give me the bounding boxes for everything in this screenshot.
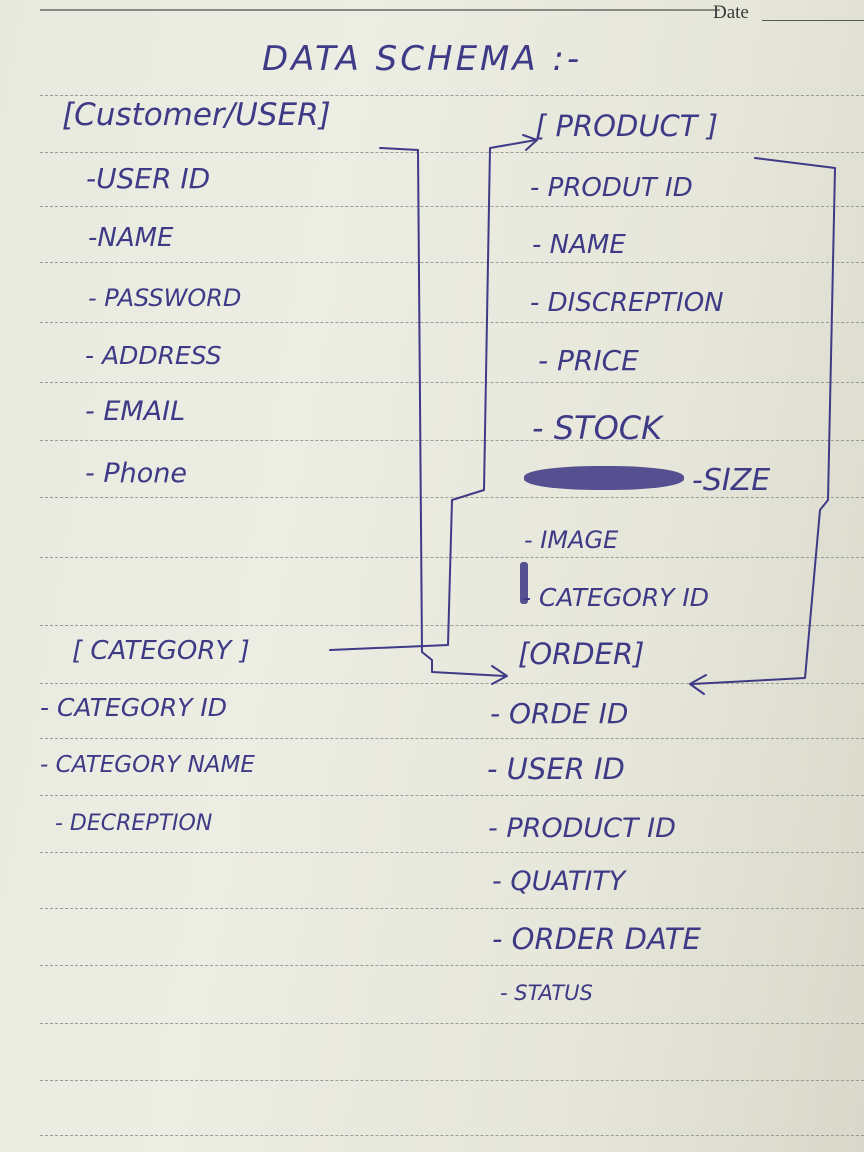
ruled-line [40,852,864,853]
ruled-line [40,262,864,263]
field-customer-address: - ADDRESS [85,341,222,370]
date-label: Date [713,2,749,23]
ruled-line [40,152,864,153]
field-customer-name: -NAME [88,223,174,253]
field-category-name: - CATEGORY NAME [40,752,255,778]
ruled-line [40,683,864,684]
field-customer-phone: - Phone [85,458,187,489]
ruled-line [40,1080,864,1081]
ruled-line [40,1135,864,1136]
field-order-status: - STATUS [500,981,593,1005]
ruled-line [40,965,864,966]
ruled-line [40,95,864,96]
field-product-name: - NAME [532,230,626,260]
field-category-description: - DECREPTION [55,811,213,836]
field-customer-user-id: -USER ID [86,162,211,195]
field-product-id: - PRODUT ID [530,173,693,203]
field-product-category-id: - CATEGORY ID [522,583,710,612]
field-product-stock: - STOCK [532,409,663,447]
ruled-line [40,1023,864,1024]
scribble-mark [524,466,684,490]
field-order-product-id: - PRODUCT ID [488,813,676,844]
connector-product-order [692,158,835,684]
field-customer-password: - PASSWORD [88,284,242,312]
field-product-price: - PRICE [538,344,639,377]
field-order-user-id: - USER ID [487,752,625,786]
ruled-line [40,738,864,739]
field-order-id: - ORDE ID [490,697,629,730]
arrowhead-customer-order [492,666,507,684]
field-product-description: - DISCREPTION [530,288,724,318]
field-product-image: - IMAGE [524,526,619,554]
field-product-size: -SIZE [692,463,771,498]
field-order-date: - ORDER DATE [492,922,701,956]
field-customer-email: - EMAIL [85,396,186,427]
field-category-id: - CATEGORY ID [40,693,228,722]
entity-title-category: [ CATEGORY ] [72,636,250,666]
ruled-line [40,382,864,383]
entity-title-product: [ PRODUCT ] [535,109,719,143]
entity-title-customer: [Customer/USER] [62,97,331,133]
date-line [762,20,864,21]
ruled-line [40,440,864,441]
entity-title-order: [ORDER] [518,637,645,671]
ruled-line [40,908,864,909]
top-rule [40,9,720,11]
ruled-line [40,625,864,626]
ruled-line [40,206,864,207]
field-order-quantity: - QUATITY [492,866,626,897]
connector-customer-order [380,148,505,676]
page-title: DATA SCHEMA :- [262,39,583,79]
ruled-line [40,322,864,323]
connector-category-product [330,140,536,650]
ruled-line [40,795,864,796]
ruled-line [40,557,864,558]
arrowhead-product-order [690,675,706,694]
